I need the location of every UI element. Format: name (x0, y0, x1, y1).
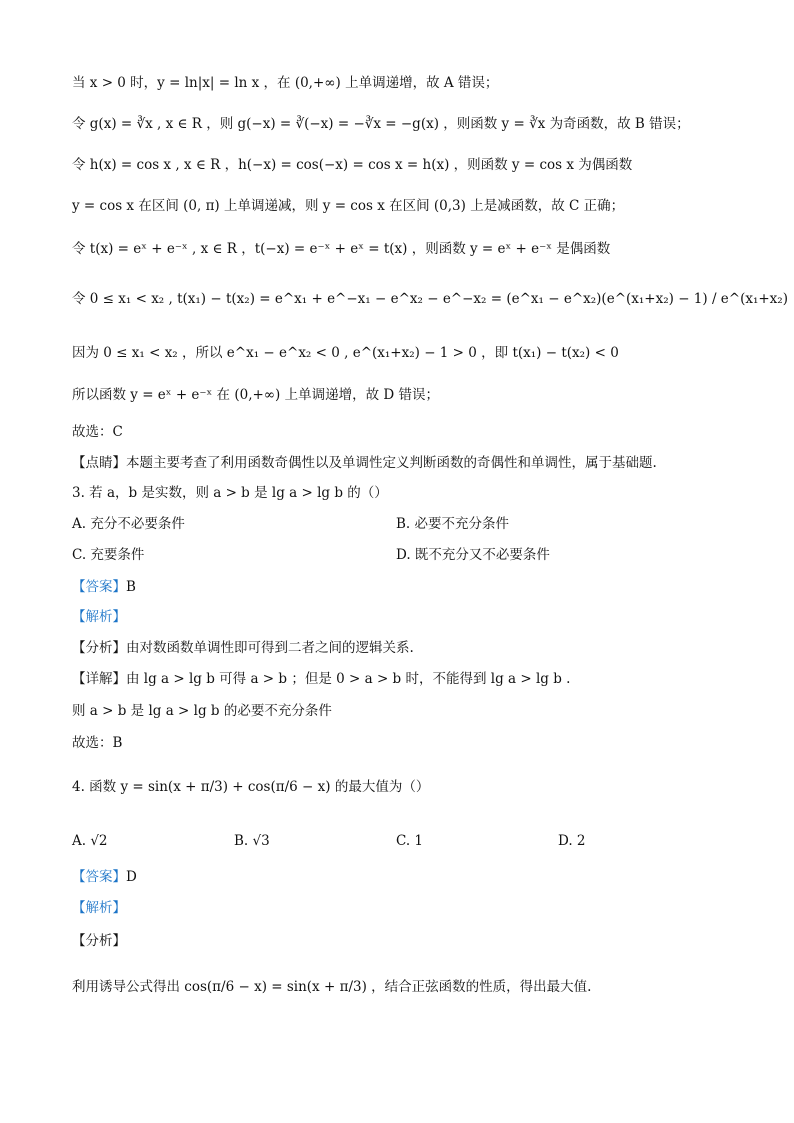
text-line-l20: 故选：B (72, 735, 123, 751)
text-line-l6: 令 0 ≤ x₁ < x₂ , t(x₁) − t(x₂) = e^x₁ + e^−x₁ − e^x₂ − e^−x₂ = (e^x₁ − e^x₂)(e^(x₁+x₂) − 1) / e^(x₁+x₂) (72, 291, 788, 307)
text-line-l9: 故选：C (72, 424, 123, 440)
q3-option-B: B. 必要不充分条件 (396, 516, 510, 532)
text-line-l5: 令 t(x) = eˣ + e⁻ˣ , x ∈ R ，t(−x) = e⁻ˣ + eˣ = t(x) ，则函数 y = eˣ + e⁻ˣ 是偶函数 (72, 241, 611, 257)
q3-option-A: A. 充分不必要条件 (72, 516, 185, 532)
text-line-l21: 4. 函数 y = sin(x + π/3) + cos(π/6 − x) 的最大值为（） (72, 779, 430, 795)
text-line-l26: 【分析】 (72, 933, 126, 949)
text-line-l2: 令 g(x) = ∛x , x ∈ R ，则 g(−x) = ∛(−x) = −∛x = −g(x) ，则函数 y = ∛x 为奇函数，故 B 错误； (72, 116, 690, 132)
text-line-l15: 【答案】B (72, 579, 136, 595)
text-line-l3: 令 h(x) = cos x , x ∈ R ，h(−x) = cos(−x) = cos x = h(x) ，则函数 y = cos x 为偶函数 (72, 157, 633, 173)
text-line-l4: y = cos x 在区间 (0, π) 上单调递减，则 y = cos x 在区间 (0,3) 上是减函数，故 C 正确； (72, 198, 625, 214)
q3-option-D: D. 既不充分又不必要条件 (396, 547, 550, 563)
q4-option-A: A. √2 (72, 833, 108, 849)
text-line-l10: 【点睛】本题主要考查了利用函数奇偶性以及单调性定义判断函数的奇偶性和单调性，属于基础题. (72, 455, 657, 471)
text-line-l25: 【解析】 (72, 900, 126, 916)
text-line-l1: 当 x > 0 时，y = ln|x| = ln x ，在 (0,+∞) 上单调递增，故 A 错误； (72, 75, 499, 91)
text-line-l27: 利用诱导公式得出 cos(π/6 − x) = sin(x + π/3) ，结合正弦函数的性质，得出最大值. (72, 979, 592, 995)
text-line-l24: 【答案】D (72, 869, 137, 885)
q4-option-B: B. √3 (234, 833, 270, 849)
q4-option-C: C. 1 (396, 833, 424, 849)
text-line-l17: 【分析】由对数函数单调性即可得到二者之间的逻辑关系. (72, 640, 414, 656)
text-line-l16: 【解析】 (72, 609, 126, 625)
text-line-l18: 【详解】由 lg a > lg b 可得 a > b ；但是 0 > a > b 时，不能得到 lg a > lg b . (72, 671, 571, 687)
text-line-l11: 3. 若 a，b 是实数，则 a > b 是 lg a > lg b 的（） (72, 485, 388, 501)
q3-option-C: C. 充要条件 (72, 547, 145, 563)
q4-option-D: D. 2 (558, 833, 586, 849)
text-line-l8: 所以函数 y = eˣ + e⁻ˣ 在 (0,+∞) 上单调递增，故 D 错误； (72, 387, 440, 403)
text-line-l19: 则 a > b 是 lg a > lg b 的必要不充分条件 (72, 703, 332, 719)
text-line-l7: 因为 0 ≤ x₁ < x₂ ，所以 e^x₁ − e^x₂ < 0 , e^(x₁+x₂) − 1 > 0 ，即 t(x₁) − t(x₂) < 0 (72, 345, 619, 361)
